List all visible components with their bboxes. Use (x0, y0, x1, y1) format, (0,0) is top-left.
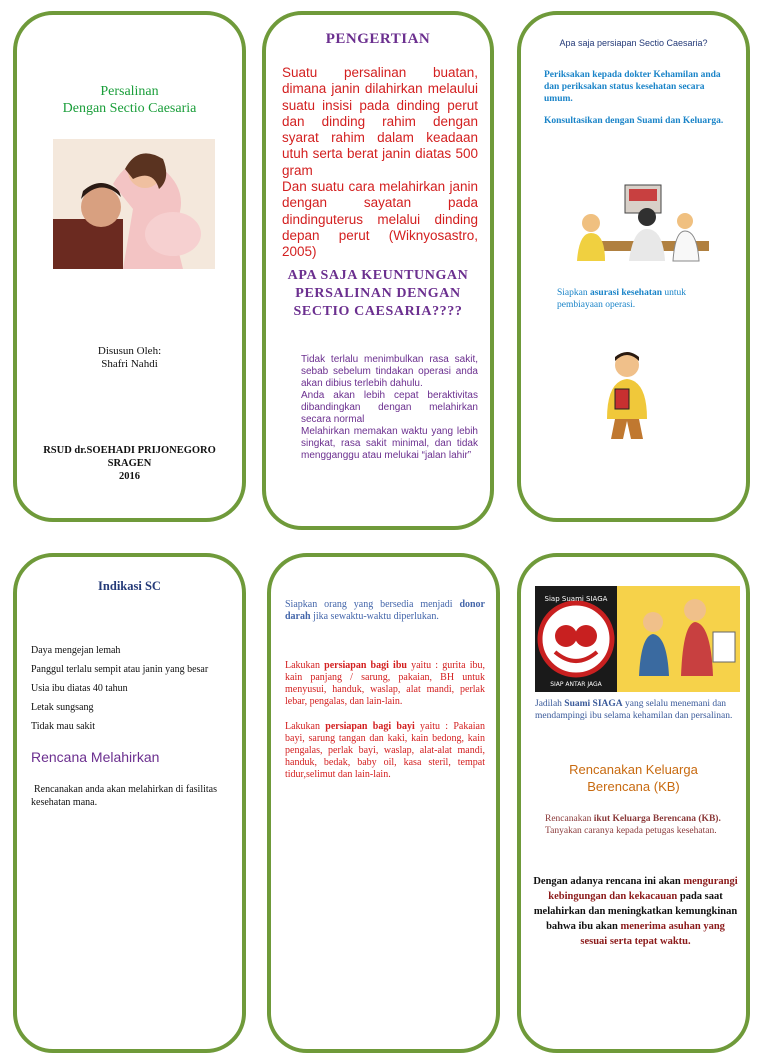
indikasi-item: Tidak mau sakit (31, 721, 96, 732)
persiapan-bayi-text: Lakukan persiapan bagi bayi yaitu : Pakaian bayi, sarung tangan dan kaki, kain bedong, kain pengalas, perlak bayi, waslap, alat-alat mandi, handuk, bedak, baby oil, kasa steril, tempat tidur,selimut dan lain-lain. (285, 721, 485, 780)
indikasi-item: Usia ibu diatas 40 tahun (31, 683, 128, 694)
keuntungan-heading: APA SAJA KEUNTUNGAN PERSALINAN DENGAN SECTIO CAESARIA???? (287, 268, 469, 319)
keuntungan-item: Anda akan lebih cepat beraktivitas dibandingkan dengan melahirkan secara normal (301, 390, 478, 425)
asuransi-text: Siapkan asurasi kesehatan untuk pembiayaan operasi. (557, 288, 687, 310)
couple-illustration (53, 139, 215, 269)
siaga-panel (517, 553, 750, 1053)
pengertian-heading: PENGERTIAN (325, 31, 431, 47)
persiapan-panel (517, 11, 750, 522)
keuntungan-item: Tidak terlalu menimbulkan rasa sakit, sebab sebelum tindakan operasi anda akan dibius terlebih dahulu. (301, 354, 478, 389)
kb-text: Rencanakan ikut Keluarga Berencana (KB). Tanyakan caranya kepada petugas kesehatan. (545, 814, 721, 836)
doctor-consultation-icon (569, 181, 711, 271)
donor-text: Siapkan orang yang bersedia menjadi donor darah jika sewaktu-waktu diperlukan. (285, 599, 485, 622)
cover-title: Persalinan Dengan Sectio Caesaria (62, 84, 197, 116)
indikasi-item: Daya mengejan lemah (31, 645, 121, 656)
cover-photo (53, 139, 215, 269)
logo-top-text: Siap Suami SIAGA (544, 595, 608, 603)
suami-siaga-text: Jadilah Suami SIAGA yang selalu menemani dan mendampingi ibu selama kehamilan dan persalinan. (535, 699, 733, 721)
man-with-card-illustration (601, 349, 653, 445)
indikasi-item: Letak sungsang (31, 702, 94, 713)
cover-panel (13, 11, 246, 522)
persiapan-item-1: Periksakan kepada dokter Kehamilan anda dan periksakan status kesehatan secara umum. (544, 70, 721, 104)
indikasi-heading: Indikasi SC (98, 579, 161, 593)
author-block: Disusun Oleh: Shafri Nahdi (97, 345, 162, 370)
closing-text: Dengan adanya rencana ini akan mengurangi kebingungan dan kekacauan pada saat melahirkan dan meningkatkan kemungkinan bahwa ibu akan menerima asuhan yang sesuai serta tepat waktu. (533, 876, 738, 947)
persiapan-heading: Apa saja persiapan Sectio Caesaria? (559, 38, 708, 48)
rencana-heading: Rencana Melahirkan (31, 749, 160, 765)
indikasi-panel (13, 553, 246, 1053)
keuntungan-list (301, 354, 478, 462)
institution-block: RSUD dr.SOEHADI PRIJONEGORO SRAGEN 2016 (43, 445, 216, 482)
consultation-illustration (569, 181, 711, 271)
persiapan-item-2: Konsultasikan dengan Suami dan Keluarga. (544, 116, 724, 126)
indikasi-list (31, 641, 241, 736)
kb-heading: Rencanakan Keluarga Berencana (KB) (569, 762, 698, 794)
rencana-body: Rencanakan anda akan melahirkan di fasilitas kesehatan mana. (31, 784, 217, 808)
indikasi-item: Panggul terlalu sempit atau janin yang besar (31, 664, 209, 675)
logo-bottom-text: SIAP ANTAR JAGA (550, 681, 602, 688)
insurance-man-icon (601, 349, 653, 445)
persiapan-ibu-text: Lakukan persiapan bagi ibu yaitu : gurita ibu, kain panjang / sarung, pakaian, BH untuk menyusui, handuk, waslap, alat mandi, perlak lebar, pengalas, dan lain-lain. (285, 660, 485, 707)
pengertian-body: Suatu persalinan buatan, dimana janin dilahirkan melaului suatu insisi pada dinding perut dan dinding rahim dengan syarat rahim dalam keadaan utuh serta berat janin diatas 500 gram Dan suatu cara melahirkan janin dengan sayatan pada dindinguterus melalui dinding depan perut (Wiknyosastro, 2005) (282, 65, 478, 260)
keuntungan-item: Melahirkan memakan waktu yang lebih singkat, rasa sakit minimal, dan tidak mengganggu atau melukai “jalan lahir” (301, 426, 478, 461)
siapkan-panel (267, 553, 500, 1053)
siaga-banner (535, 586, 740, 692)
pengertian-panel (262, 11, 494, 530)
suami-siaga-logo (535, 586, 740, 692)
